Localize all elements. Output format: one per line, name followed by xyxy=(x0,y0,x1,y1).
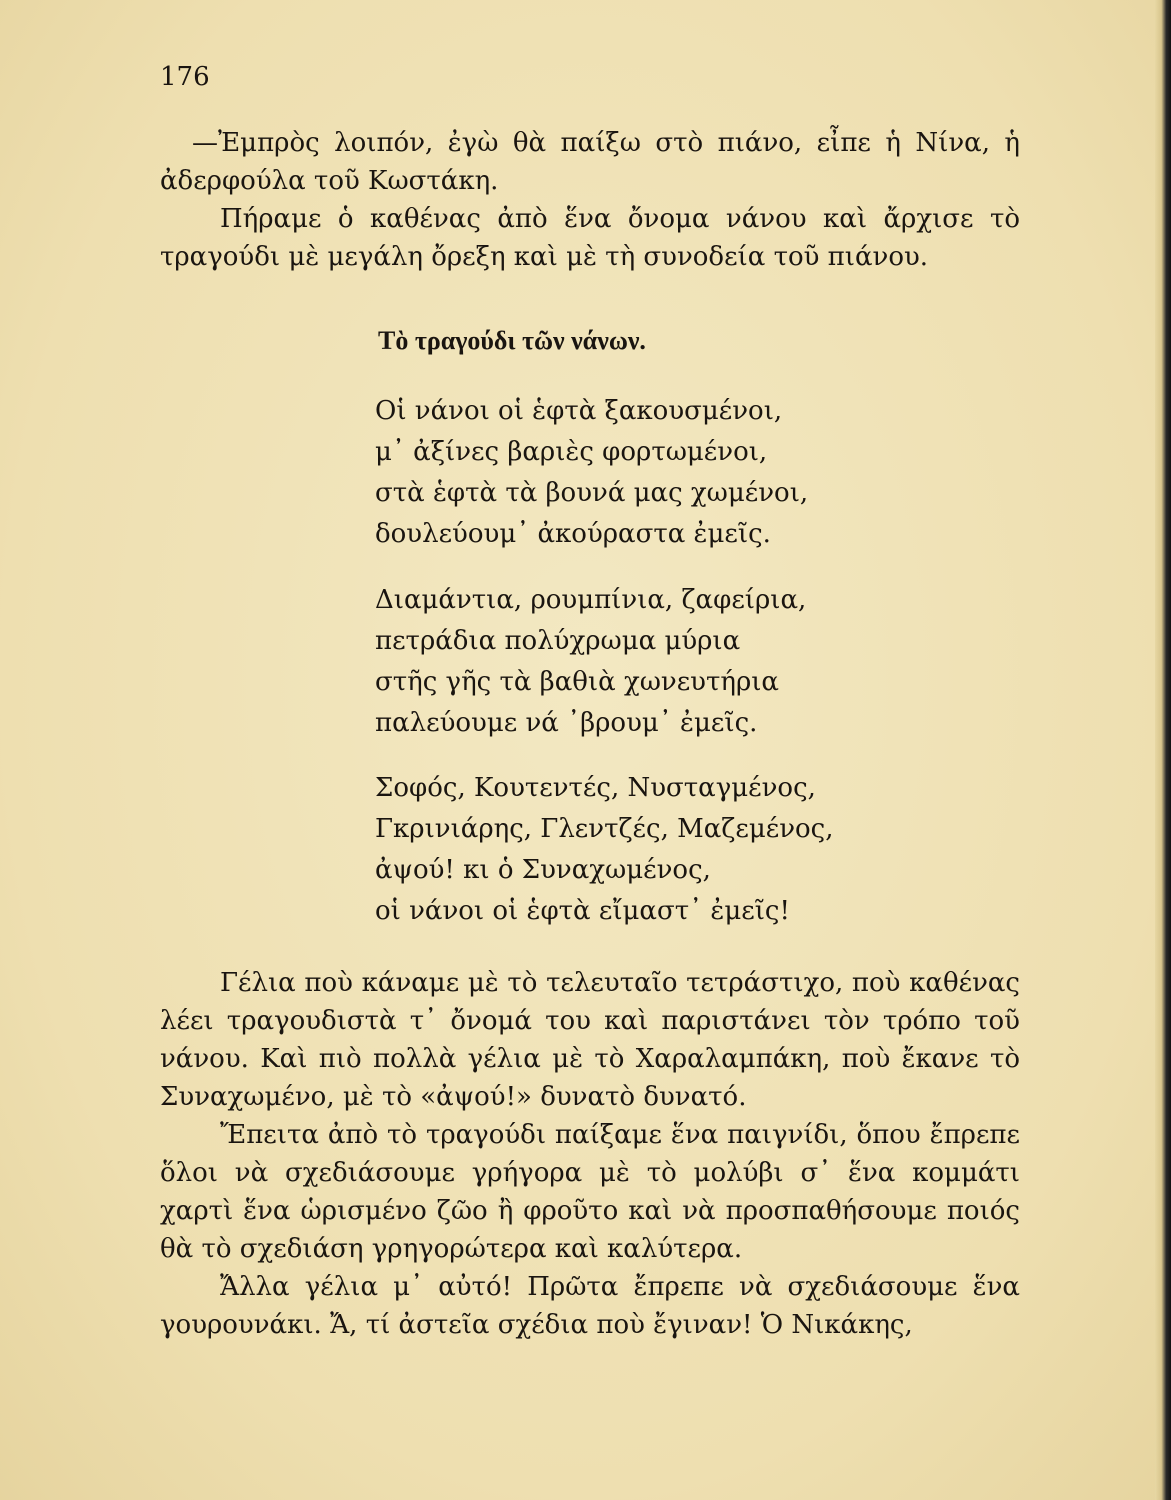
song-title: Τὸ τραγούδι τῶν νάνων. xyxy=(378,326,646,355)
verse-line: παλεύουμε νά ᾽βρουμ᾽ ἐμεῖς. xyxy=(375,708,758,738)
paragraph-song-start: Πήραμε ὁ καθένας ἀπὸ ἕνα ὄνομα νάνου καὶ ἄρχισε τὸ τραγούδι μὲ μεγάλη ὄρεξη καὶ μὲ τὴ συνοδεία τοῦ πιάνου. xyxy=(160,204,1020,272)
verse-line: Διαμάντια, ρουμπίνια, ζαφείρια, xyxy=(375,585,807,615)
paragraph-game: Ἔπειτα ἀπὸ τὸ τραγούδι παίξαμε ἕνα παιγνίδι, ὅπου ἔπρεπε ὅλοι νὰ σχεδιάσουμε γρήγορα μὲ τὸ μολύβι σ᾽ ἕνα κομμάτι χαρτὶ ἕνα ὡρισμένο ζῶο ἢ φροῦτο καὶ νὰ προσπαθήσουμε ποιός θὰ τὸ σχεδιάση γρηγορώτερα καὶ καλύτερα. xyxy=(160,1120,1020,1264)
verse-line: Οἱ νάνοι οἱ ἑφτὰ ξακουσμένοι, xyxy=(375,396,783,426)
intro-text xyxy=(160,124,1020,276)
paragraph-drawings: Ἄλλα γέλια μ᾽ αὐτό! Πρῶτα ἔπρεπε νὰ σχεδιάσουμε ἕνα γουρουνάκι. Ἄ, τί ἀστεῖα σχέδια ποὺ ἔγιναν! Ὁ Νικάκης, xyxy=(160,1272,1020,1340)
verse-line: ἀψού! κι ὁ Συναχωμένος, xyxy=(375,855,711,885)
verse-line: στὰ ἑφτὰ τὰ βουνά μας χωμένοι, xyxy=(375,478,809,508)
stanza-1 xyxy=(375,391,808,555)
paragraph-dialogue: —Ἐμπρὸς λοιπόν, ἐγὼ θὰ παίξω στὸ πιάνο, εἶπε ἡ Νίνα, ἡ ἀδερφούλα τοῦ Κωστάκη. xyxy=(160,128,1020,196)
paragraph-laughter: Γέλια ποὺ κάναμε μὲ τὸ τελευταῖο τετράστιχο, ποὺ καθένας λέει τραγουδιστὰ τ᾽ ὄνομά του καὶ παριστάνει τὸν τρόπο τοῦ νάνου. Καὶ πιὸ πολλὰ γέλια μὲ τὸ Χαραλαμπάκη, ποὺ ἔκανε τὸ Συναχωμένο, μὲ τὸ «ἀψού!» δυνατὸ δυνατό. xyxy=(160,968,1020,1112)
verse-line: οἱ νάνοι οἱ ἑφτὰ εἴμαστ᾽ ἐμεῖς! xyxy=(375,896,790,926)
page-edge-shadow xyxy=(1155,0,1171,1500)
stanza-2 xyxy=(375,580,806,744)
stanza-3 xyxy=(375,768,834,932)
verse-line: στῆς γῆς τὰ βαθιὰ χωνευτήρια xyxy=(375,667,779,697)
verse-line: μ᾽ ἀξίνες βαριὲς φορτωμένοι, xyxy=(375,437,768,467)
verse-line: Σοφός, Κουτεντές, Νυσταγμένος, xyxy=(375,773,816,803)
verse-line: πετράδια πολύχρωμα μύρια xyxy=(375,626,741,656)
verse-line: Γκρινιάρης, Γλεντζές, Μαζεμένος, xyxy=(375,814,834,844)
verse-line: δουλεύουμ᾽ ἀκούραστα ἐμεῖς. xyxy=(375,519,771,549)
page-number: 176 xyxy=(160,62,210,92)
closing-text xyxy=(160,964,1020,1344)
